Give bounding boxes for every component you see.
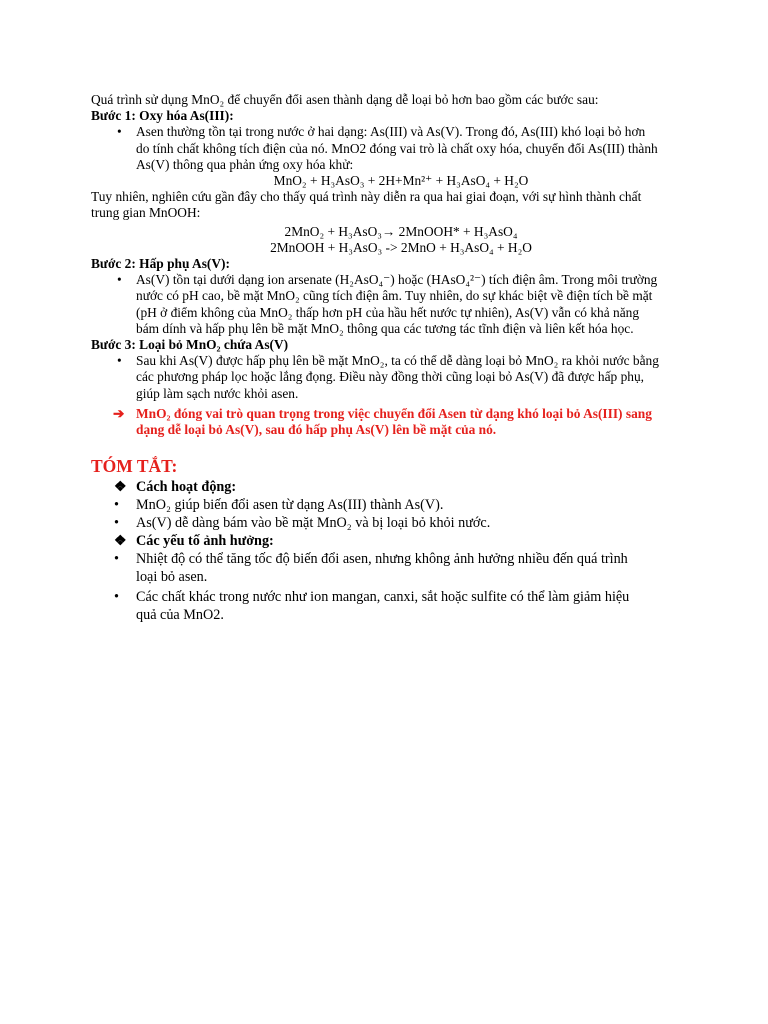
bullet-glyph: • [114, 497, 119, 514]
factor-item [91, 588, 691, 624]
document-page [91, 92, 691, 624]
step2-bullet-line-3: (pH ở điểm không của MnO₂ thấp hơn pH của hầu hết nước tự nhiên), As(V) vẫn có khả năng [136, 304, 640, 320]
step2-list [91, 272, 691, 337]
bullet-glyph: • [114, 515, 119, 532]
bullet-glyph: • [117, 353, 122, 369]
diamond-icon: ❖ [114, 479, 127, 496]
factor-item-line-2: quả của MnO2. [136, 607, 224, 624]
step2-bullet-line-4: bám dính và hấp phụ lên bề mặt MnO₂ thông qua các tương tác tĩnh điện và liên kết hóa học. [136, 320, 634, 336]
step1-title: Bước 1: Oxy hóa As(III): [91, 108, 234, 124]
factors-heading-item [91, 532, 691, 550]
step3-bullet-item [91, 353, 691, 402]
activity-heading: Cách hoạt động: [136, 479, 237, 496]
step3-title: Bước 3: Loại bỏ MnO₂ chứa As(V) [91, 337, 289, 353]
step1-note-line-1: Tuy nhiên, nghiên cứu gần đây cho thấy quá trình này diễn ra qua hai giai đoạn, với sự hình thành chất [91, 189, 642, 205]
step2-bullet-line-1: As(V) tồn tại dưới dạng ion arsenate (H₂AsO₄⁻) hoặc (HAsO₄²⁻) tích điện âm. Trong môi trường [136, 272, 658, 288]
step1-note-line-2: trung gian MnOOH: [91, 205, 201, 221]
arrow-right-icon: ➔ [113, 405, 125, 421]
activity-item [91, 514, 691, 532]
bullet-glyph: • [117, 272, 122, 288]
conclusion-line-1: MnO₂ đóng vai trò quan trọng trong việc chuyển đổi Asen từ dạng khó loại bỏ As(III) sang [136, 405, 652, 421]
activity-item-text: As(V) dễ dàng bám vào bề mặt MnO₂ và bị loại bỏ khỏi nước. [136, 515, 491, 532]
equation-2: 2MnO₂ + H₃AsO₃→ 2MnOOH* + H₃AsO₄ [284, 223, 518, 239]
step1-list [91, 124, 691, 173]
summary-list [91, 478, 691, 624]
step3-bullet-line-3: giúp làm sạch nước khỏi asen. [136, 385, 299, 401]
step2-bullet-line-2: nước có pH cao, bề mặt MnO₂ cũng tích điện âm. Tuy nhiên, do sự khác biệt về điện tích bề mặt [136, 288, 653, 304]
factors-heading: Các yếu tố ảnh hưởng: [136, 533, 274, 550]
bullet-glyph: • [117, 124, 122, 140]
intro-text: Quá trình sử dụng MnO₂ để chuyển đổi asen thành dạng dễ loại bỏ hơn bao gồm các bước sau: [91, 92, 599, 107]
bullet-glyph: • [114, 589, 119, 606]
step3-bullet-line-1: Sau khi As(V) được hấp phụ lên bề mặt MnO₂, ta có thể dễ dàng loại bỏ MnO₂ ra khỏi nước bằng [136, 353, 659, 369]
activity-heading-item [91, 478, 691, 496]
step3-bullet-line-2: các phương pháp lọc hoặc lắng đọng. Điều này đồng thời cũng loại bỏ As(V) đã được hấp phụ, [136, 369, 645, 385]
factor-item-line-1: Nhiệt độ có thể tăng tốc độ biến đổi asen, nhưng không ảnh hưởng nhiều đến quá trình [136, 551, 628, 568]
conclusion-block [91, 406, 691, 438]
diamond-icon: ❖ [114, 533, 127, 550]
activity-item-text: MnO₂ giúp biến đổi asen từ dạng As(III) thành As(V). [136, 497, 444, 514]
factor-item-line-1: Các chất khác trong nước như ion mangan, canxi, sắt hoặc sulfite có thể làm giảm hiệu [136, 589, 630, 606]
conclusion-line-2: dạng dễ loại bỏ As(V), sau đó hấp phụ As(V) lên bề mặt của nó. [136, 422, 497, 438]
step1-bullet-line-1: Asen thường tồn tại trong nước ở hai dạng: As(III) và As(V). Trong đó, As(III) khó loại bỏ hơn [136, 124, 646, 140]
bullet-glyph: • [114, 551, 119, 568]
step1-bullet-line-2: do tính chất không tích điện của nó. MnO2 đóng vai trò là chất oxy hóa, chuyển đổi As(III) thành [136, 140, 658, 156]
equation-redox: MnO₂ + H₃AsO₃ + 2H+Mn²⁺ + H₃AsO₄ + H₂O [273, 173, 529, 189]
factor-item [91, 550, 691, 586]
step1-bullet-line-3: As(V) thông qua phản ứng oxy hóa khử: [136, 156, 354, 172]
step2-bullet-item [91, 272, 691, 337]
step1-bullet-item [91, 124, 691, 173]
summary-title: TÓM TẮT: [91, 456, 178, 477]
equation-3: 2MnOOH + H₃AsO₃ -> 2MnO + H₃AsO₄ + H₂O [270, 239, 532, 255]
activity-item [91, 496, 691, 514]
factor-item-line-2: loại bỏ asen. [136, 569, 208, 586]
step2-title: Bước 2: Hấp phụ As(V): [91, 256, 230, 272]
step3-list [91, 353, 691, 402]
